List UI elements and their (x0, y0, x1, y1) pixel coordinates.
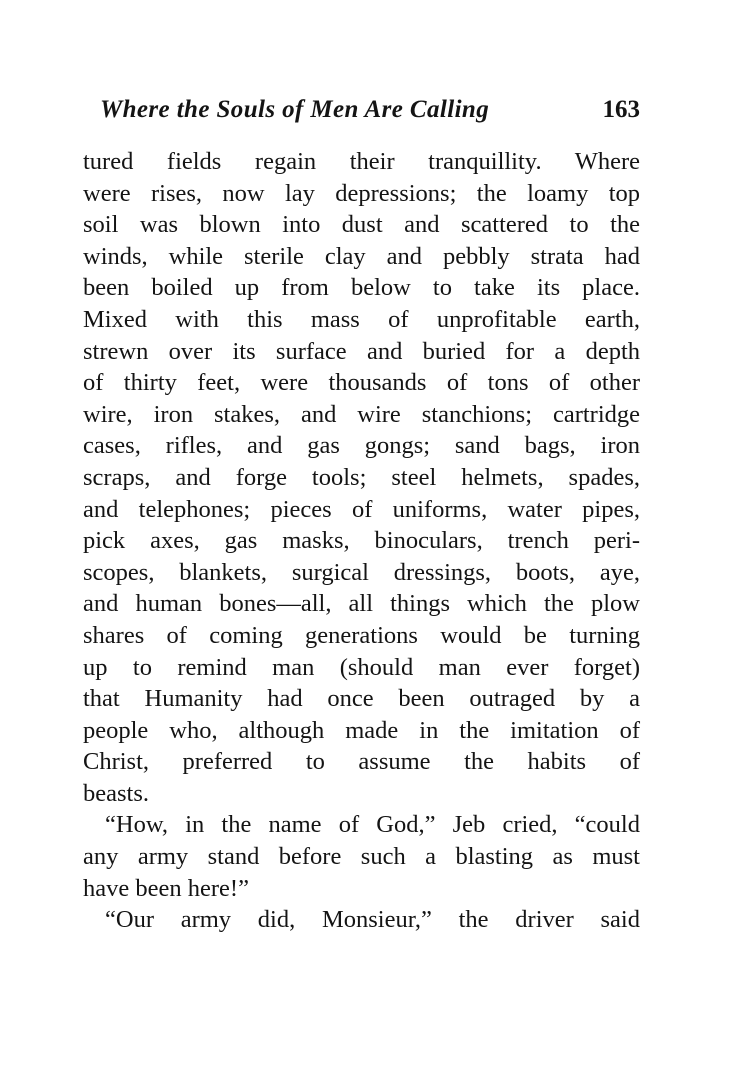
text-line: up to remind man (should man ever forget) (83, 653, 640, 681)
text-line: Christ, preferred to assume the habits of (83, 748, 640, 776)
text-line: any army stand before such a blasting as must (83, 843, 640, 871)
page-number: 163 (602, 96, 640, 123)
text-line: that Humanity had once been outraged by a (83, 685, 640, 713)
text-line: “How, in the name of God,” Jeb cried, “could (105, 811, 640, 839)
text-line: “Our army did, Monsieur,” the driver said (105, 906, 640, 934)
text-line: Mixed with this mass of unprofitable earth, (83, 305, 640, 333)
running-head (100, 96, 640, 132)
text-line: shares of coming generations would be turning (83, 621, 640, 649)
text-line: pick axes, gas masks, binoculars, trench peri- (83, 527, 640, 555)
text-line: and human bones—all, all things which the plow (83, 590, 640, 618)
text-line: tured fields regain their tranquillity. Where (83, 148, 640, 175)
text-line: were rises, now lay depressions; the loamy top (83, 179, 640, 207)
text-line: have been here!” (83, 874, 249, 902)
text-line: wire, iron stakes, and wire stanchions; cartridge (83, 400, 640, 428)
text-line: people who, although made in the imitation of (83, 716, 640, 744)
text-line: winds, while sterile clay and pebbly strata had (83, 242, 640, 270)
text-line: scraps, and forge tools; steel helmets, spades, (83, 463, 640, 491)
text-line: been boiled up from below to take its place. (83, 274, 640, 302)
text-line: scopes, blankets, surgical dressings, boots, aye, (83, 558, 640, 586)
running-title: Where the Souls of Men Are Calling (100, 96, 490, 123)
text-line: beasts. (83, 779, 149, 807)
text-line: of thirty feet, were thousands of tons of other (83, 369, 640, 397)
text-line: soil was blown into dust and scattered to the (83, 211, 640, 239)
text-line: cases, rifles, and gas gongs; sand bags, iron (83, 432, 640, 460)
text-line: strewn over its surface and buried for a depth (83, 337, 640, 365)
text-line: and telephones; pieces of uniforms, water pipes, (83, 495, 640, 523)
body-text (83, 146, 640, 936)
